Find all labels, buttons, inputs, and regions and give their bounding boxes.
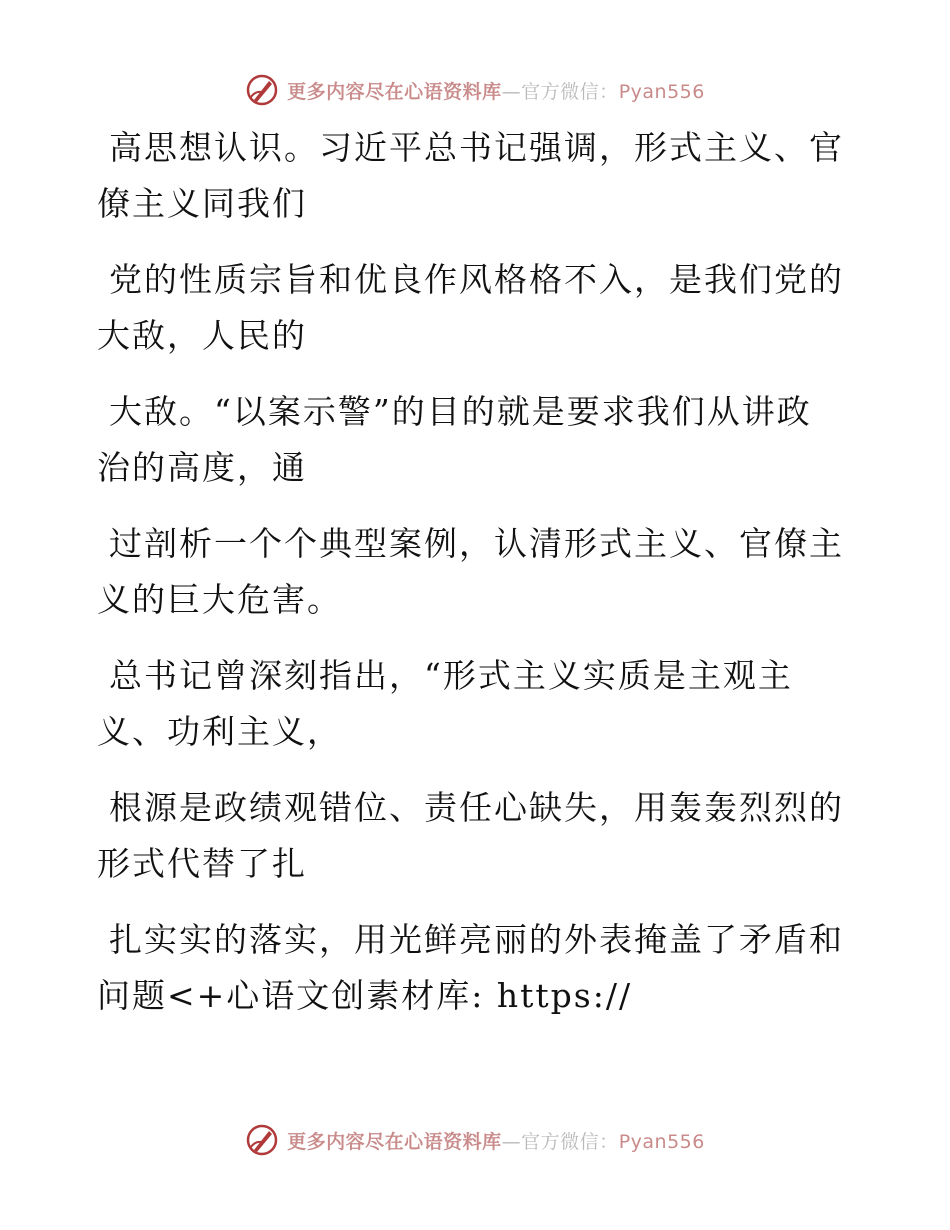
paragraph	[97, 780, 844, 892]
header-wechat-id: Pyan556	[618, 80, 705, 103]
paragraph-line: 根源是政绩观错位、责任心缺失，用轰轰烈烈的	[109, 788, 844, 827]
paragraph-line: 义、功利主义，	[97, 712, 342, 751]
paragraph-line: 僚主义同我们	[97, 184, 307, 223]
header-banner-text	[287, 77, 705, 104]
paragraph	[97, 120, 844, 232]
header-separator: —	[501, 80, 522, 103]
paragraph-line: 过剖析一个个典型案例，认清形式主义、官僚主	[109, 524, 844, 563]
paragraph	[97, 384, 837, 496]
paragraph-line: 总书记曾深刻指出，“形式主义实质是主观主	[109, 656, 793, 695]
header-brand: 更多内容尽在心语资料库	[287, 80, 502, 103]
paragraph-line: 大敌。“以案示警”的目的就是要求我们从讲政	[109, 392, 812, 431]
paragraph-line: 治的高度，通	[97, 448, 307, 487]
footer-brand: 更多内容尽在心语资料库	[287, 1130, 502, 1153]
paragraph-line: 党的性质宗旨和优良作风格格不入，是我们党的	[109, 260, 844, 299]
footer-banner	[0, 1120, 950, 1160]
paragraph-line: 高思想认识。习近平总书记强调，形式主义、官	[109, 128, 844, 167]
quill-pen-logo-icon	[245, 73, 279, 107]
document-body	[97, 120, 844, 1044]
paragraph-line: 义的巨大危害。	[97, 580, 342, 619]
paragraph-line: 问题<+心语文创素材库: https://	[97, 976, 633, 1015]
paragraph	[97, 252, 844, 364]
header-banner	[0, 70, 950, 110]
paragraph-line: 形式代替了扎	[97, 844, 307, 883]
paragraph-line: 扎实实的落实，用光鲜亮丽的外表掩盖了矛盾和	[109, 920, 844, 959]
footer-banner-text	[287, 1127, 705, 1154]
footer-label: 官方微信：	[521, 1130, 619, 1153]
paragraph	[97, 516, 844, 628]
quill-pen-logo-icon	[245, 1123, 279, 1157]
footer-separator: —	[501, 1130, 522, 1153]
paragraph	[97, 912, 844, 1024]
footer-wechat-id: Pyan556	[618, 1130, 705, 1153]
paragraph-line: 大敌，人民的	[97, 316, 307, 355]
paragraph	[97, 648, 837, 760]
header-label: 官方微信：	[521, 80, 619, 103]
